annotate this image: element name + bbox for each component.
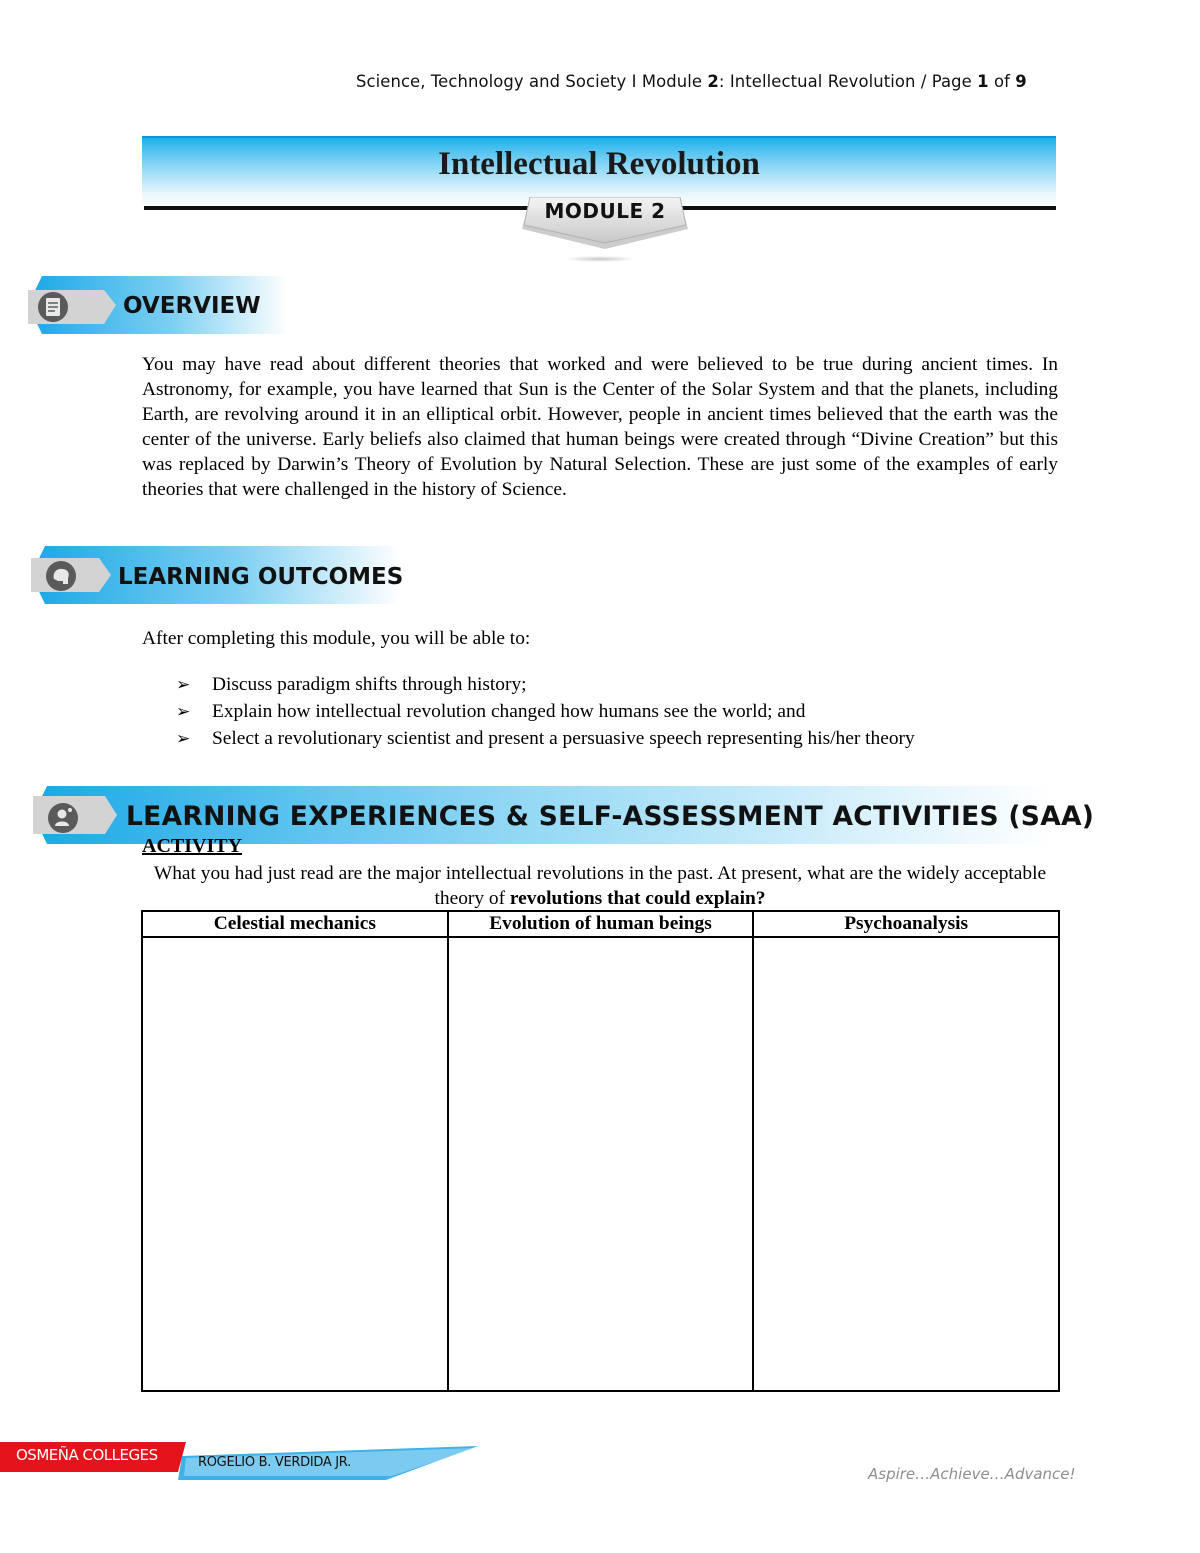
running-header: Science, Technology and Society I Module 2: Intellectual Revolution / Page 1 of 9 [356,72,1027,91]
learning-outcomes-title: LEARNING OUTCOMES [118,564,404,590]
footer-tagline: Aspire…Achieve…Advance! [868,1465,1076,1483]
module-label: MODULE 2 [544,199,666,223]
footer-author: ROGELIO B. VERDIDA JR. [198,1455,351,1470]
footer-school: OSMEÑA COLLEGES [16,1446,158,1464]
arrow-bullet-icon: ➢ [176,702,191,722]
arrow-bullet-icon: ➢ [176,675,191,695]
overview-text: You may have read about different theories that worked and were believed to be true during ancient times. In Astronomy, for example, you have learned that Sun is the Center of the Solar System and that the planets, including Earth, are revolving around it in an elliptical orbit. However, people in ancient times believed that the earth was the center of the universe. Early beliefs also claimed that human beings were created through “Divine Creation” but this was replaced by Darwin’s Theory of Evolution by Natural Selection. These are just some of the examples of early theories that were challenged in the history of Science. [142,354,1058,500]
column-header-evolution: Evolution of human beings [448,911,754,937]
list-item: ➢ Select a revolutionary scientist and present a persuasive speech representing his/her theory [176,725,915,752]
answer-cell-psychoanalysis[interactable] [753,937,1059,1391]
column-header-celestial-mechanics: Celestial mechanics [142,911,448,937]
outcomes-list [176,671,915,752]
overview-title: OVERVIEW [123,293,261,319]
list-item: ➢ Discuss paradigm shifts through history; [176,671,915,698]
experiences-title: LEARNING EXPERIENCES & SELF-ASSESSMENT ACTIVITIES (SAA) [126,801,1095,832]
learning-outcomes-intro: After completing this module, you will be able to: [142,628,531,649]
answer-cell-evolution[interactable] [448,937,754,1391]
person-icon [46,801,80,835]
activity-label: ACTIVITY [142,835,243,857]
activity-prompt: What you had just read are the major intellectual revolutions in the past. At present, what are the widely acceptable theory of revolutions that could explain? [153,863,1047,909]
brain-icon [44,559,78,593]
list-item: ➢ Explain how intellectual revolution changed how humans see the world; and [176,698,915,725]
document-icon [36,290,70,324]
document-title: Intellectual Revolution [438,146,760,182]
arrow-bullet-icon: ➢ [176,729,191,749]
activity-table [141,910,1060,1392]
column-header-psychoanalysis: Psychoanalysis [753,911,1059,937]
answer-cell-celestial-mechanics[interactable] [142,937,448,1391]
badge-shadow [566,256,634,262]
